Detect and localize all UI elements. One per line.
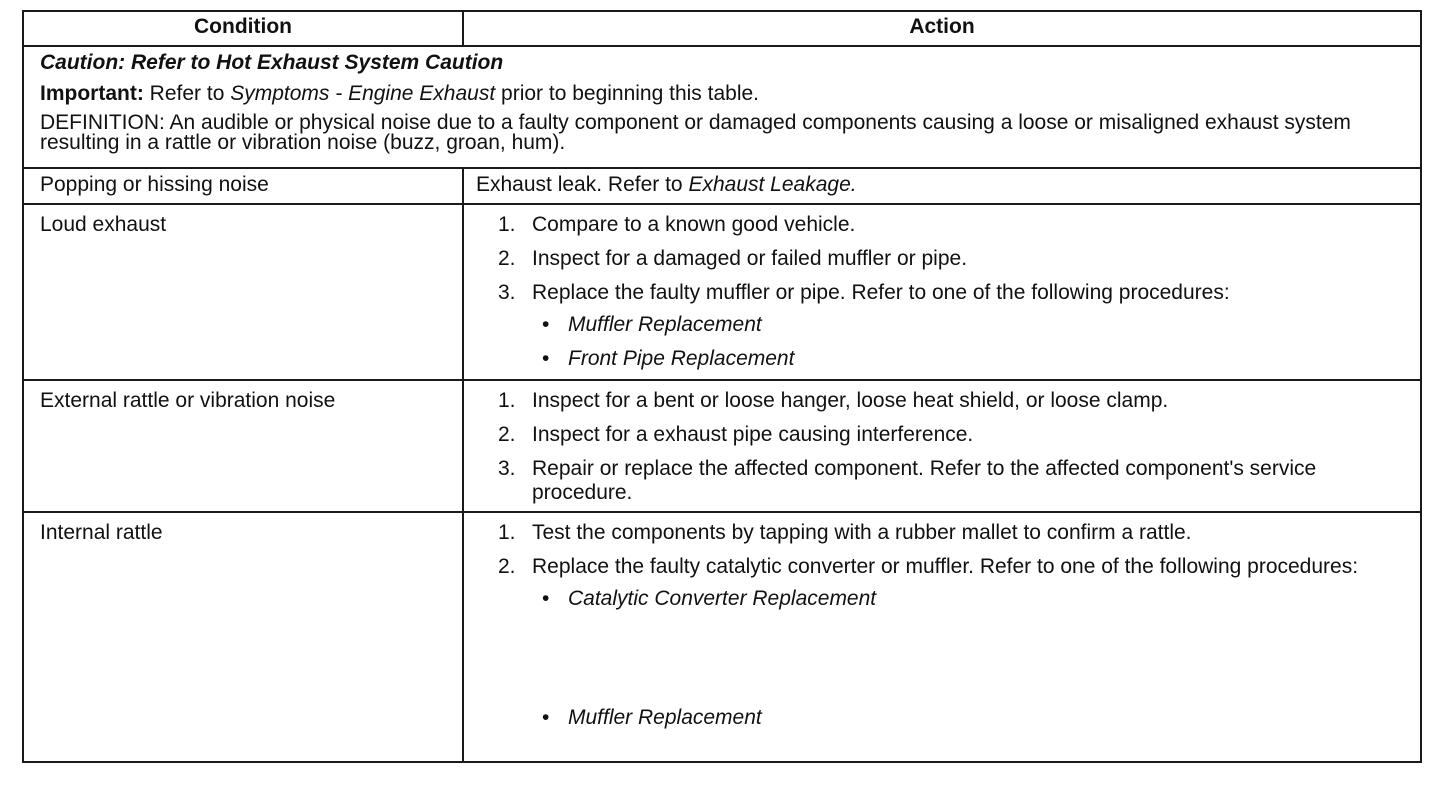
important-note: Important: Refer to Symptoms - Engine Exhaust prior to beginning this table. bbox=[40, 82, 760, 105]
bullet-icon: • bbox=[542, 313, 550, 336]
diagnostic-table bbox=[22, 10, 1422, 763]
procedure-link[interactable]: • Catalytic Converter Replacement bbox=[542, 587, 877, 610]
procedure-link[interactable]: • Muffler Replacement bbox=[542, 313, 762, 336]
list-item: 3. Replace the faulty muffler or pipe. Refer to one of the following procedures: • Muffler Replacement • Front Pipe Replacement bbox=[476, 281, 1420, 371]
action-cell bbox=[463, 204, 1421, 380]
step-list bbox=[476, 389, 1420, 505]
important-label: Important: bbox=[40, 82, 144, 105]
procedure-list bbox=[532, 313, 1420, 371]
symptoms-link[interactable]: Symptoms - Engine Exhaust bbox=[230, 82, 496, 105]
header-condition: Condition bbox=[23, 11, 463, 46]
table-row bbox=[23, 512, 1421, 762]
exhaust-leakage-link[interactable]: Exhaust Leakage. bbox=[688, 173, 857, 196]
notes-cell bbox=[23, 46, 1421, 168]
procedure-link[interactable]: • Muffler Replacement bbox=[542, 706, 762, 729]
notes-row bbox=[23, 46, 1421, 168]
bullet-icon: • bbox=[542, 347, 550, 370]
list-item: 2. Inspect for a damaged or failed muffler or pipe. bbox=[498, 247, 968, 270]
table-row bbox=[23, 204, 1421, 380]
blank-space bbox=[532, 621, 1420, 706]
list-item: 1. Compare to a known good vehicle. bbox=[498, 213, 856, 236]
step-list bbox=[476, 213, 1420, 371]
table-row bbox=[23, 380, 1421, 512]
list-item: 1. Inspect for a bent or loose hanger, loose heat shield, or loose clamp. bbox=[498, 389, 1169, 412]
condition-cell: External rattle or vibration noise bbox=[23, 380, 463, 512]
definition-note: DEFINITION: An audible or physical noise due to a faulty component or damaged components causing a loose or misaligned exhaust system resulting in a rattle or vibration noise (buzz, groan, hum). bbox=[40, 111, 1351, 154]
procedure-link[interactable]: • Front Pipe Replacement bbox=[542, 347, 795, 370]
list-item: 1. Test the components by tapping with a rubber mallet to confirm a rattle. bbox=[498, 521, 1192, 544]
action-cell bbox=[463, 380, 1421, 512]
bullet-icon: • bbox=[542, 587, 550, 610]
list-item: 2. Replace the faulty catalytic converter or muffler. Refer to one of the following procedures: • Catalytic Converter Replacement • Muffler Replacement bbox=[476, 555, 1420, 730]
action-cell bbox=[463, 512, 1421, 762]
list-item: 2. Inspect for a exhaust pipe causing interference. bbox=[498, 423, 974, 446]
table-header-row bbox=[23, 11, 1421, 46]
step-list bbox=[476, 521, 1420, 730]
caution-note: Caution: Refer to Hot Exhaust System Caution bbox=[40, 51, 504, 74]
condition-cell: Popping or hissing noise bbox=[23, 168, 463, 204]
table-row bbox=[23, 168, 1421, 204]
action-cell: Exhaust leak. Refer to Exhaust Leakage. bbox=[463, 168, 1421, 204]
list-item: 3. Repair or replace the affected component. Refer to the affected component's service procedure. bbox=[498, 457, 1317, 504]
header-action: Action bbox=[463, 11, 1421, 46]
condition-cell: Loud exhaust bbox=[23, 204, 463, 380]
condition-cell: Internal rattle bbox=[23, 512, 463, 762]
bullet-icon: • bbox=[542, 706, 550, 729]
procedure-list bbox=[532, 587, 1420, 730]
